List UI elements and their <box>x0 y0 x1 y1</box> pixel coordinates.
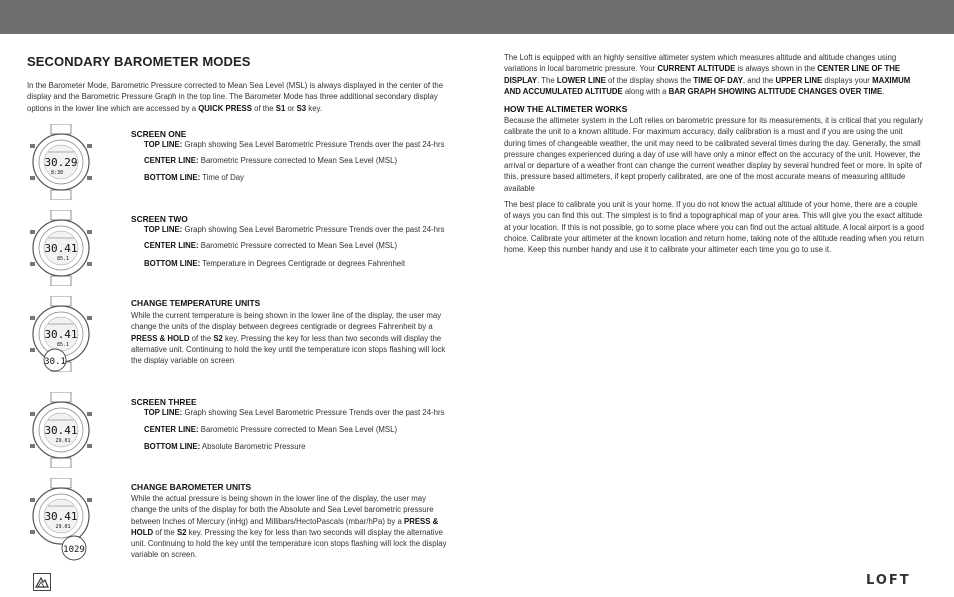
altimeter-intro-paragraph <box>504 52 926 97</box>
body-text: . The <box>537 75 557 85</box>
line-text: Graph showing Sea Level Barometric Pressure Trends over the past 24-hrs <box>182 225 445 234</box>
line-label: TOP LINE: <box>144 225 183 234</box>
screen-three-heading: SCREEN THREE <box>131 397 197 407</box>
intro-text: key. <box>306 103 323 113</box>
watch-popout-readout: 1029 <box>63 545 85 555</box>
intro-bold-s3: S3 <box>296 103 307 113</box>
header-bar <box>0 0 954 34</box>
screen-two-bottom-line <box>144 259 405 269</box>
body-text: of the <box>189 333 214 343</box>
screen-two-top-line <box>144 225 444 235</box>
body-text: . <box>882 86 885 96</box>
how-altimeter-works-paragraph-2: The best place to calibrate you unit is your home. If you do not know the actual altitude of your home, there are a couple of ways you can find this out. The simplest is to find a topographical map of your area. This will give you the exact altitude at your location. If this is not possible, go to some place where you can find out the actual altitude. A local airport is a good choice. Calibrate your altimeter at the known location and return home, taking note of the altitude reading when you return home. Keep this number handy and use it to calibrate your altimeter each time you go to use it. <box>504 200 924 255</box>
line-text: Barometric Pressure corrected to Mean Sea Level (MSL) <box>198 156 398 165</box>
intro-paragraph <box>27 80 452 114</box>
watch-main-readout: 30.41 <box>44 510 78 523</box>
change-barometer-heading: CHANGE BAROMETER UNITS <box>131 482 252 492</box>
screen-one-center-line <box>144 156 397 166</box>
intro-text: of the <box>251 103 276 113</box>
body-bold-press-hold: PRESS & HOLD <box>131 516 439 537</box>
body-bold-s2: S2 <box>213 333 223 343</box>
body-text: displays your <box>822 75 873 85</box>
intro-bold-s1: S1 <box>275 103 286 113</box>
line-text: Graph showing Sea Level Barometric Pressure Trends over the past 24-hrs <box>182 140 445 149</box>
body-bold-bar-graph: BAR GRAPH SHOWING ALTITUDE CHANGES OVER TIME <box>668 86 883 96</box>
line-label: TOP LINE: <box>144 408 183 417</box>
body-text: of the display shows the <box>605 75 694 85</box>
screen-two-center-line <box>144 241 397 251</box>
line-label: CENTER LINE: <box>144 156 199 165</box>
body-text: While the actual pressure is being shown in the lower line of the display, the user may change the units of the display for both the Absolute and Sea Level barometric pressure between Inches of Mercury (inHg) and Millibars/HectoPascals (mbar/hPa) by a <box>131 494 434 526</box>
intro-bold-quick-press: QUICK PRESS <box>198 103 252 113</box>
change-temperature-heading: CHANGE TEMPERATURE UNITS <box>131 298 261 308</box>
body-text: along with a <box>622 86 669 96</box>
body-text: The Loft is equipped with an highly sensitive altimeter system which measures altitude and altitude changes using variations in local barometric pressure. Your <box>504 53 897 74</box>
line-label: BOTTOM LINE: <box>144 259 201 268</box>
body-text: is always shown in the <box>735 64 818 74</box>
screen-one-heading: SCREEN ONE <box>131 129 187 139</box>
intro-text: or <box>285 103 297 113</box>
line-text: Temperature in Degrees Centigrade or degrees Fahrenheit <box>200 259 406 268</box>
body-bold-s2: S2 <box>176 527 187 537</box>
watch-main-readout: 30.29 <box>44 156 78 169</box>
line-text: Graph showing Sea Level Barometric Pressure Trends over the past 24-hrs <box>182 408 445 417</box>
body-bold-current-altitude: CURRENT ALTITUDE <box>657 64 736 74</box>
line-label: TOP LINE: <box>144 140 183 149</box>
watch-illustration-screen-three <box>30 392 92 468</box>
line-label: CENTER LINE: <box>144 425 199 434</box>
body-text: , and the <box>742 75 776 85</box>
body-text: key. Pressing the key for less than two seconds will display the alternative unit. Continuing to hold the key until the temperature icon stops flashing will lock the display variable on screen. <box>131 527 447 560</box>
line-label: BOTTOM LINE: <box>144 173 201 182</box>
line-text: Barometric Pressure corrected to Mean Sea Level (MSL) <box>198 425 398 434</box>
how-altimeter-works-heading: HOW THE ALTIMETER WORKS <box>504 104 628 114</box>
watch-main-readout: 30.41 <box>44 328 78 341</box>
line-text: Barometric Pressure corrected to Mean Sea Level (MSL) <box>198 241 398 250</box>
body-text: While the current temperature is being shown in the lower line of the display, the user may change the units of the display between degrees centigrade or degrees Fahrenheit by a <box>131 311 442 332</box>
body-bold-time-of-day: TIME OF DAY <box>693 75 743 85</box>
brand-logo: LOFT <box>866 573 911 588</box>
line-label: BOTTOM LINE: <box>144 442 201 451</box>
line-label: CENTER LINE: <box>144 241 199 250</box>
body-bold-lower-line: LOWER LINE <box>556 75 606 85</box>
screen-three-center-line <box>144 425 397 435</box>
watch-main-readout: 30.41 <box>44 242 78 255</box>
line-text: Time of Day <box>200 173 244 182</box>
watch-small-readout: 29.01 <box>55 524 71 530</box>
change-temperature-paragraph <box>131 310 453 366</box>
change-barometer-paragraph <box>131 493 453 561</box>
watch-illustration-screen-one <box>30 124 92 200</box>
body-bold-center-line: CENTER LINE OF THE DISPLAY <box>504 64 901 85</box>
body-bold-upper-line: UPPER LINE <box>775 75 823 85</box>
how-altimeter-works-paragraph-1: Because the altimeter system in the Loft relies on barometric pressure for its measurements, it is critical that you regularly calibrate the unit to a known altitude. For maximum accuracy, daily calibration is a must and if you are using the unit during times of changeable weather, the unit may need to be calibrated several times during the day. Generally, the small pressure changes experienced during a day of use will have only a minor effect on the accuracy of the unit. However, the arrival or departure of a weather front can change the current weather display by several hundred feet or more. In spite of this, pressure based altimeters, if kept properly calibrated, are one of the most accurate means of measuring altitude available <box>504 116 924 193</box>
screen-one-top-line <box>144 140 444 150</box>
screen-one-bottom-line <box>144 173 244 183</box>
page-title: SECONDARY BAROMETER MODES <box>27 54 251 69</box>
line-text: Absolute Barometric Pressure <box>200 442 306 451</box>
screen-three-top-line <box>144 408 444 418</box>
mountain-logo-icon <box>33 573 51 591</box>
watch-small-readout: 85.1 <box>56 256 70 262</box>
body-bold-max-altitude: MAXIMUM AND ACCUMULATED ALTITUDE <box>504 75 911 96</box>
watch-small-readout: 85.1 <box>56 342 70 348</box>
watch-popout-readout: 30.1 <box>44 357 66 367</box>
body-text: key. Pressing the key for less than two seconds will display the alternative unit. Continuing to hold the key until the temperature icon stops flashing will lock the display variable on screen <box>131 333 446 366</box>
body-bold-press-hold: PRESS & HOLD <box>131 333 190 343</box>
watch-illustration-screen-two <box>30 210 92 286</box>
watch-illustration-change-barometer <box>30 478 100 554</box>
watch-main-readout: 30.41 <box>44 424 78 437</box>
watch-small-readout: 8:38 <box>50 170 64 176</box>
watch-illustration-change-temperature <box>30 296 96 372</box>
watch-small-readout: 29.01 <box>55 438 71 444</box>
screen-two-heading: SCREEN TWO <box>131 214 188 224</box>
body-text: of the <box>153 527 177 537</box>
screen-three-bottom-line <box>144 442 305 452</box>
intro-text: In the Barometer Mode, Barometric Pressure corrected to Mean Sea Level (MSL) is always displayed in the center of the display and the Barometric Pressure Graph in the top line. The Barometer Mode has three additional secondary display options in the lower line which are accessed by a <box>27 81 444 113</box>
